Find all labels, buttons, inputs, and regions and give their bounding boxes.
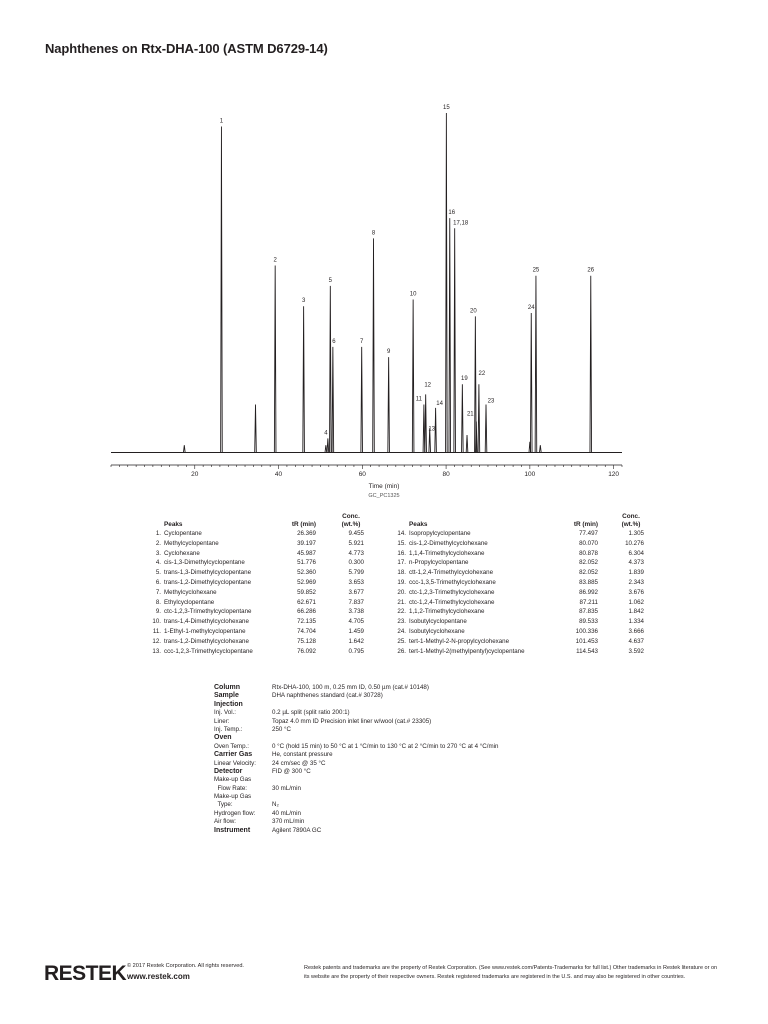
- retention-time: 72.135: [297, 618, 316, 626]
- retention-time: 62.671: [297, 598, 316, 606]
- table-row: [150, 647, 368, 657]
- chromatogram-peak: [221, 127, 223, 452]
- peaks-table-right: [392, 505, 648, 656]
- retention-time: 114.543: [576, 647, 598, 655]
- retention-time: 59.852: [297, 588, 316, 596]
- x-tick-label: 80: [442, 471, 450, 478]
- restek-logo: RESTEK: [44, 962, 127, 985]
- table-row: [392, 647, 648, 657]
- compound-name: 1-Ethyl-1-methylcyclopentane: [164, 627, 246, 635]
- peak-label: 17,18: [453, 220, 469, 227]
- compound-name: Isobutylcyclohexane: [409, 627, 465, 635]
- chromatogram-peak: [183, 445, 185, 452]
- condition-section: Sample: [214, 692, 239, 700]
- table-row: [392, 617, 648, 627]
- compound-name: Cyclopentane: [164, 530, 202, 537]
- peak-label: 20: [470, 308, 477, 315]
- condition-value: 30 mL/min: [272, 784, 301, 792]
- concentration: 4.637: [628, 637, 644, 645]
- peak-label: 15: [443, 105, 450, 111]
- peak-label: 11: [415, 396, 423, 403]
- peak-label: 13: [428, 426, 436, 433]
- table-row: [392, 539, 648, 549]
- x-tick-label: 100: [524, 471, 536, 478]
- table-row: [150, 627, 368, 637]
- table-row: [392, 578, 648, 588]
- compound-name: ctc-1,2,4-Trimethylcyclohexane: [409, 598, 495, 606]
- retention-time: 39.197: [297, 539, 316, 547]
- retention-time: 82.052: [579, 559, 598, 567]
- condition-section: Detector: [214, 767, 243, 775]
- chromatogram-peak: [425, 394, 427, 452]
- condition-value: 0.2 µL split (split ratio 200:1): [272, 709, 350, 717]
- condition-label: Air flow:: [214, 818, 237, 826]
- tr-header: tR (min): [573, 521, 598, 528]
- peak-label: 2: [273, 257, 277, 264]
- concentration: 3.653: [348, 578, 364, 586]
- peak-number: 10.: [152, 618, 161, 626]
- x-tick-label: 40: [274, 471, 283, 478]
- chromatogram-peak: [303, 306, 305, 452]
- peak-number: 3.: [155, 549, 161, 557]
- condition-value: Rtx-DHA-100, 100 m, 0.25 mm ID, 0.50 µm (cat.# 10148): [272, 684, 429, 691]
- condition-value: 370 mL/min: [272, 818, 305, 826]
- table-row: [150, 558, 368, 568]
- peak-number: 5.: [155, 569, 161, 577]
- retention-time: 100.336: [575, 627, 598, 635]
- retention-time: 74.704: [297, 627, 316, 635]
- peak-label: 5: [328, 277, 332, 284]
- condition-label: Oven Temp.:: [214, 742, 249, 750]
- table-row: [392, 627, 648, 637]
- peak-number: 8.: [155, 598, 161, 606]
- retention-time: 76.092: [297, 647, 316, 655]
- peak-number: 17.: [397, 559, 406, 567]
- peak-number: 7.: [155, 588, 161, 596]
- chromatogram-peak: [274, 266, 276, 452]
- page-title: Naphthenes on Rtx-DHA-100 (ASTM D6729-14): [45, 41, 328, 56]
- table-row: [150, 637, 368, 647]
- retention-time: 82.052: [579, 569, 598, 577]
- retention-time: 45.987: [297, 549, 316, 557]
- table-row: [150, 539, 368, 549]
- table-row: [392, 529, 648, 539]
- retention-time: 83.885: [579, 578, 598, 586]
- peak-number: 20.: [397, 588, 406, 596]
- peak-number: 24.: [397, 627, 406, 635]
- peak-number: 23.: [397, 618, 406, 626]
- retention-time: 52.969: [297, 578, 316, 586]
- chromatogram-peak: [446, 113, 448, 452]
- compound-name: tert-1-Methyl-2-N-propylcyclohexane: [409, 637, 510, 645]
- retention-time: 51.776: [297, 559, 316, 567]
- condition-section: Injection: [214, 700, 243, 708]
- peak-number: 25.: [397, 637, 406, 645]
- condition-section: Oven: [214, 734, 232, 742]
- condition-label: Inj. Vol.:: [214, 709, 237, 717]
- chromatogram-peak: [332, 347, 334, 452]
- peak-number: 22.: [397, 608, 406, 616]
- chromatogram-peak: [255, 405, 257, 452]
- chromatogram-peak: [412, 299, 414, 452]
- chromatogram-peak: [466, 435, 468, 452]
- peak-number: 18.: [397, 569, 406, 577]
- concentration: 3.592: [628, 647, 644, 655]
- tr-header: tR (min): [291, 521, 316, 528]
- compound-name: ctc-1,2,3-Trimethylcyclopentane: [164, 608, 252, 616]
- compound-name: trans-1,3-Dimethylcyclopentane: [164, 569, 252, 577]
- peak-label: 21: [466, 411, 474, 418]
- x-tick-label: 120: [608, 471, 620, 478]
- condition-value: 250 °C: [272, 725, 291, 733]
- concentration: 7.837: [348, 598, 364, 606]
- peak-label: 12: [424, 382, 432, 389]
- chromatogram-peak: [535, 276, 537, 452]
- copyright: © 2017 Restek Corporation. All rights reserved.: [127, 963, 244, 969]
- retention-time: 80.070: [579, 539, 598, 547]
- concentration: 1.642: [348, 637, 364, 645]
- concentration: 1.334: [628, 618, 644, 626]
- table-row: [150, 549, 368, 559]
- table-row: [150, 607, 368, 617]
- chromatogram-peak: [485, 405, 487, 452]
- peak-label: 22: [478, 371, 486, 378]
- compound-name: trans-1,2-Dimethylcyclopentane: [164, 578, 252, 586]
- concentration: 1.062: [628, 598, 644, 606]
- concentration: 0.300: [348, 559, 364, 567]
- compound-name: Methylcyclohexane: [164, 588, 217, 596]
- peak-label: 24: [527, 305, 535, 312]
- table-row: [392, 598, 648, 608]
- table-row: [150, 598, 368, 608]
- concentration: 1.459: [348, 627, 364, 635]
- peak-label: 4: [324, 430, 328, 437]
- peak-label: 8: [371, 230, 376, 237]
- concentration: 4.373: [628, 559, 644, 567]
- table-row: [150, 578, 368, 588]
- peak-number: 4.: [155, 559, 161, 567]
- table-row: [150, 588, 368, 598]
- peak-number: 16.: [397, 549, 406, 557]
- compound-name: Methylcyclopentane: [164, 539, 219, 547]
- peak-label: 14: [436, 400, 443, 407]
- compound-name: ccc-1,3,5-Trimethylcyclohexane: [409, 578, 496, 586]
- table-row: [150, 617, 368, 627]
- condition-value: Topaz 4.0 mm ID Precision inlet liner w/wool (cat.# 23305): [272, 717, 432, 725]
- condition-section: Instrument: [214, 826, 251, 834]
- condition-label: Hydrogen flow:: [214, 809, 256, 817]
- table-row: [150, 529, 368, 539]
- concentration: 3.676: [628, 588, 644, 596]
- conc-header: Conc. (wt.%): [621, 513, 641, 528]
- concentration: 5.921: [348, 539, 364, 547]
- peak-label: 16: [448, 210, 456, 217]
- compound-name: 1,1,4-Trimethylcyclohexane: [409, 549, 485, 557]
- chromatogram-peak: [540, 445, 542, 452]
- chromatogram-peak: [454, 228, 456, 452]
- website-link[interactable]: www.restek.com: [127, 972, 190, 981]
- peak-label: 6: [332, 338, 336, 345]
- peak-number: 19.: [397, 578, 406, 586]
- x-tick-label: 60: [358, 471, 366, 478]
- peaks-header: Peaks: [164, 521, 183, 528]
- retention-time: 89.533: [579, 618, 598, 626]
- table-row: [392, 607, 648, 617]
- chromatogram: [0, 0, 768, 500]
- legal-notice: Restek patents and trademarks are the property of Restek Corporation. (See www.restek.com/Patents-Trademarks for full list.) Other trademarks in Restek literature or on its website are the property of their respective owners. Restek registered trademarks are registered in the U.S. and may also be registered in other countries.: [304, 965, 718, 980]
- retention-time: 86.992: [579, 588, 598, 596]
- chromatogram-peak: [435, 408, 437, 452]
- chromatogram-peak: [388, 357, 390, 452]
- chromatogram-peak: [373, 238, 375, 452]
- table-row: [392, 568, 648, 578]
- peak-label: 10: [409, 291, 417, 298]
- chromatogram-code: GC_PC1325: [368, 493, 400, 499]
- table-row: [392, 588, 648, 598]
- condition-value: 0 °C (hold 15 min) to 50 °C at 1 °C/min to 130 °C at 2 °C/min to 270 °C at 4 °C/min: [272, 742, 499, 750]
- condition-label: Type:: [214, 801, 233, 809]
- concentration: 1.842: [628, 608, 644, 616]
- compound-name: cis-1,2-Dimethylcyclohexane: [409, 539, 488, 547]
- concentration: 5.799: [348, 569, 364, 577]
- compound-name: Cyclohexane: [164, 549, 200, 557]
- peak-label: 9: [386, 349, 391, 356]
- peak-number: 9.: [155, 608, 161, 616]
- table-row: [392, 549, 648, 559]
- compound-name: trans-1,4-Dimethylcyclohexane: [164, 618, 249, 626]
- peak-label: 23: [487, 398, 495, 405]
- peak-number: 26.: [397, 647, 406, 655]
- chromatogram-peak: [590, 276, 592, 452]
- peak-number: 2.: [155, 539, 161, 547]
- condition-value: N₂: [272, 801, 279, 809]
- compound-name: ccc-1,2,3-Trimethylcyclopentane: [164, 647, 253, 655]
- condition-value: Agilent 7890A GC: [272, 826, 322, 834]
- peak-number: 13.: [152, 647, 161, 655]
- x-tick-label: 20: [191, 471, 199, 478]
- peak-label: 25: [532, 267, 540, 274]
- retention-time: 75.128: [297, 637, 316, 645]
- table-row: [392, 637, 648, 647]
- chromatogram-peak: [478, 384, 480, 452]
- compound-name: 1,1,2-Trimethylcyclohexane: [409, 608, 485, 616]
- condition-value: DHA naphthenes standard (cat.# 30728): [272, 692, 383, 700]
- concentration: 4.705: [348, 618, 364, 626]
- peak-number: 14.: [397, 530, 406, 537]
- retention-time: 101.453: [575, 637, 598, 645]
- peak-label: 1: [219, 118, 224, 125]
- peak-number: 1.: [155, 530, 161, 537]
- compound-name: Ethylcyclopentane: [164, 598, 215, 606]
- compound-name: Isopropylcyclopentane: [409, 530, 471, 537]
- x-axis-label: Time (min): [368, 483, 400, 490]
- peak-number: 15.: [397, 539, 406, 547]
- peak-label: 3: [301, 298, 306, 305]
- chromatogram-peak: [462, 384, 464, 452]
- peaks-table-left: [150, 505, 368, 656]
- concentration: 3.677: [348, 588, 364, 596]
- condition-value: He, constant pressure: [272, 751, 333, 759]
- condition-label: Linear Velocity:: [214, 759, 256, 767]
- peak-number: 6.: [155, 578, 161, 586]
- compound-name: trans-1,2-Dimethylcyclohexane: [164, 637, 249, 645]
- chromatogram-peak: [330, 286, 332, 452]
- peak-label: 7: [360, 338, 364, 345]
- condition-value: FID @ 300 °C: [272, 767, 311, 775]
- chromatogram-peak: [449, 218, 451, 452]
- concentration: 10.276: [625, 539, 644, 547]
- retention-time: 80.878: [579, 549, 598, 557]
- peak-label: 19: [461, 376, 468, 383]
- table-row: [150, 568, 368, 578]
- chromatogram-peak: [530, 313, 532, 452]
- retention-time: 77.497: [579, 530, 598, 537]
- concentration: 4.773: [348, 549, 364, 557]
- concentration: 1.305: [628, 530, 644, 537]
- condition-section: Column: [214, 684, 241, 691]
- chromatogram-peak: [327, 438, 329, 452]
- peak-label: 26: [587, 267, 595, 274]
- retention-time: 87.835: [579, 608, 598, 616]
- peak-number: 21.: [397, 598, 406, 606]
- peak-number: 11.: [152, 627, 161, 635]
- condition-label: Make-up Gas: [214, 776, 252, 784]
- condition-value: 40 mL/min: [272, 809, 301, 817]
- concentration: 1.839: [628, 569, 644, 577]
- retention-time: 87.211: [579, 598, 598, 606]
- chromatogram-peak: [423, 405, 425, 452]
- compound-name: ctt-1,2,4-Trimethylcyclohexane: [409, 569, 494, 577]
- compound-name: ctc-1,2,3-Trimethylcyclohexane: [409, 588, 495, 596]
- retention-time: 52.360: [297, 569, 316, 577]
- concentration: 6.304: [628, 549, 644, 557]
- chromatogram-peak: [325, 445, 327, 452]
- conc-header: Conc. (wt.%): [341, 513, 361, 528]
- chromatogram-peak: [361, 347, 363, 452]
- compound-name: cis-1,3-Dimethylcyclopentane: [164, 559, 245, 567]
- compound-name: tert-1-Methyl-2(methylpentyl)cyclopentane: [409, 647, 525, 655]
- peak-number: 12.: [152, 637, 161, 645]
- condition-label: Flow Rate:: [214, 784, 248, 792]
- condition-value: 24 cm/sec @ 35 °C: [272, 759, 326, 767]
- retention-time: 66.286: [297, 608, 316, 616]
- condition-label: Inj. Temp.:: [214, 725, 243, 733]
- concentration: 3.666: [628, 627, 644, 635]
- concentration: 2.343: [628, 578, 644, 586]
- condition-section: Carrier Gas: [214, 751, 253, 759]
- peaks-header: Peaks: [409, 521, 428, 528]
- concentration: 9.455: [348, 530, 364, 537]
- condition-label: Liner:: [214, 717, 230, 725]
- retention-time: 26.369: [297, 530, 316, 537]
- table-row: [392, 558, 648, 568]
- concentration: 0.795: [348, 647, 364, 655]
- concentration: 3.738: [348, 608, 364, 616]
- compound-name: n-Propylcyclopentane: [409, 559, 469, 567]
- condition-label: Make-up Gas: [214, 793, 252, 801]
- compound-name: Isobutylcyclopentane: [409, 618, 467, 626]
